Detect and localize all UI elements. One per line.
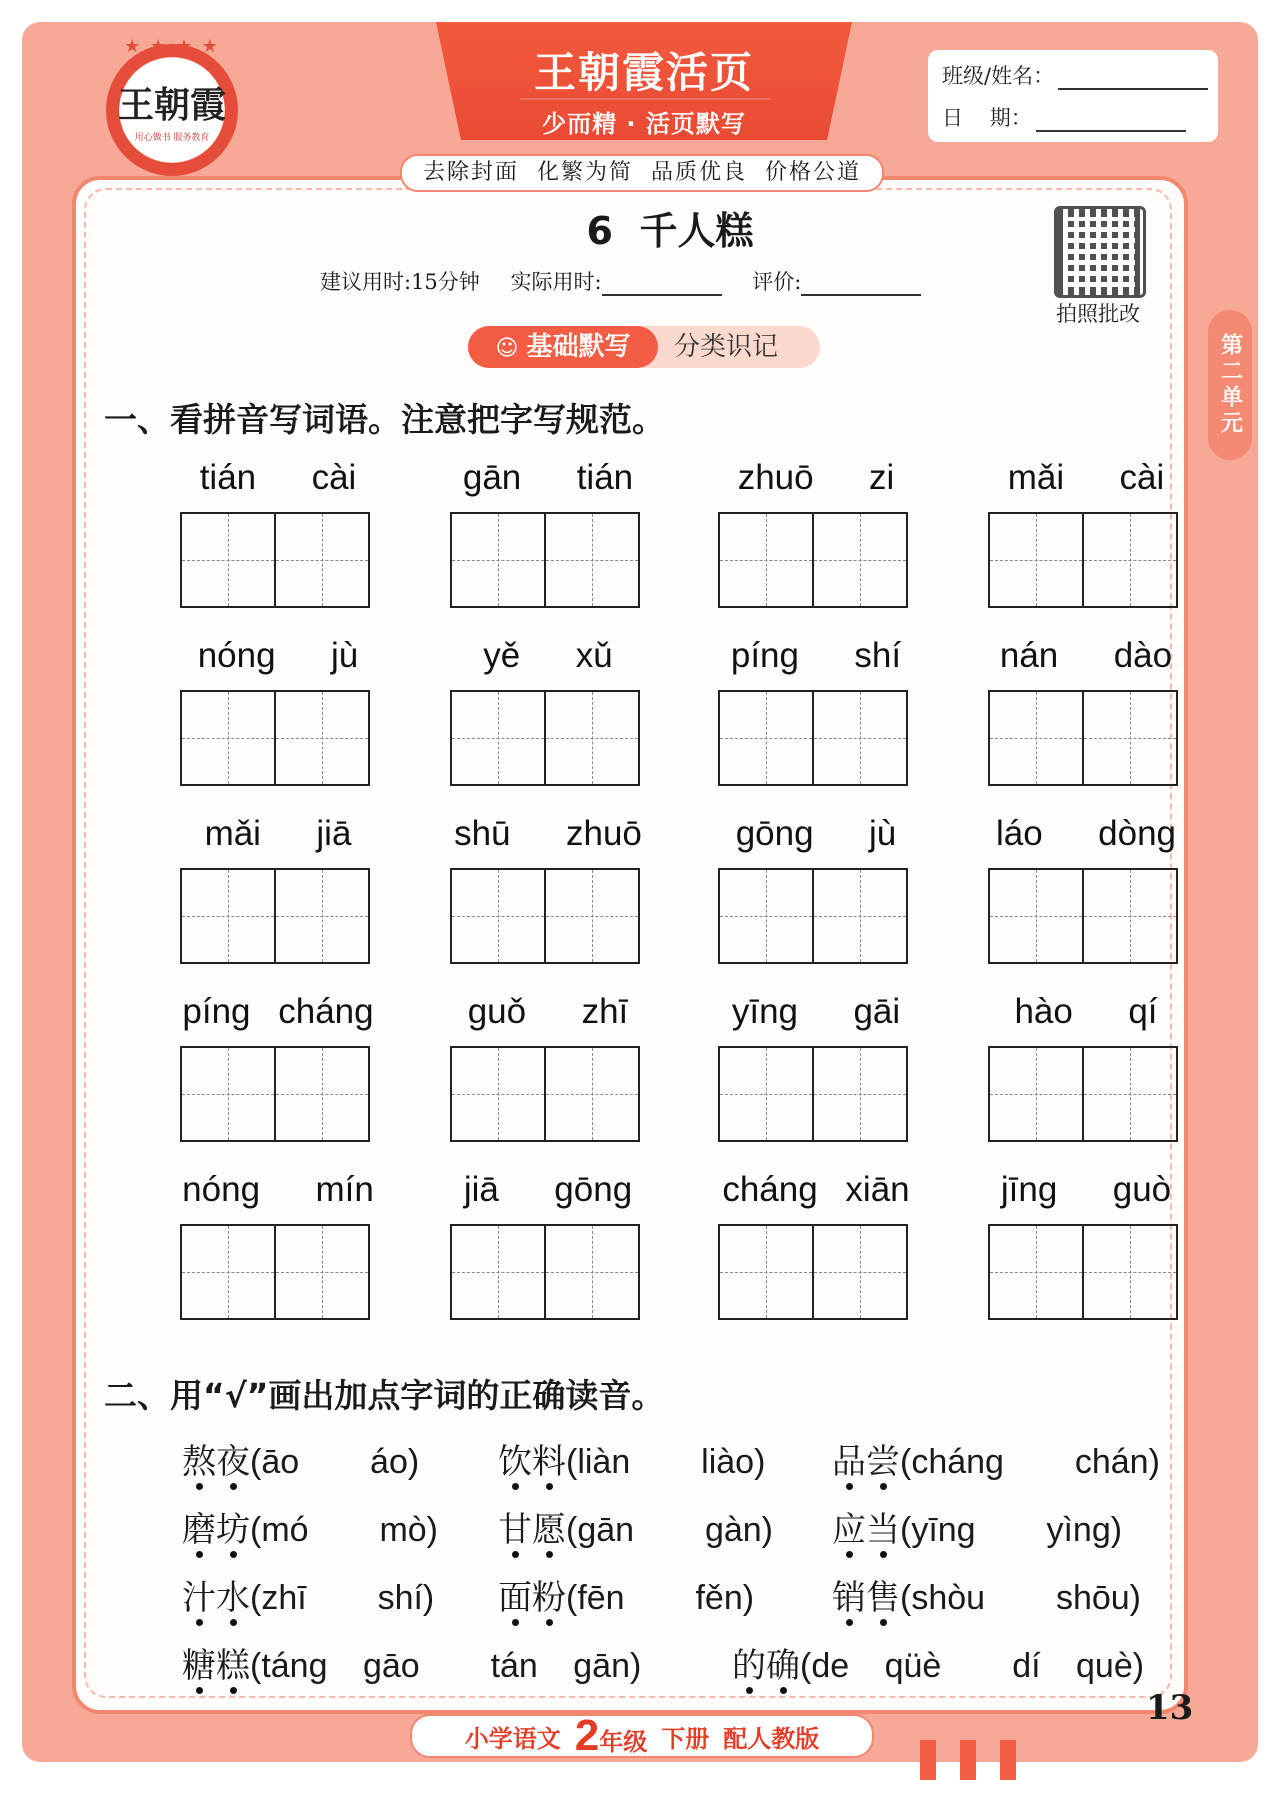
pronunciation-item [498, 1502, 773, 1551]
pinyin-label: shū zhuō [454, 814, 642, 853]
pinyin-label: zhuō zi [737, 458, 895, 497]
reading-options[interactable]: (de qüè dí què) [800, 1647, 1145, 1685]
tianzige-box[interactable] [450, 512, 546, 608]
pinyin-word [718, 636, 914, 786]
dotted-word: 熬夜 [182, 1442, 250, 1482]
dotted-word: 品尝 [832, 1442, 900, 1482]
pronunciation-item [832, 1570, 1141, 1619]
reading-options[interactable]: (fēn fěn) [566, 1579, 755, 1617]
logo-stars-icon: ★ ★ ★ ★ [124, 36, 220, 57]
writing-boxes [450, 1046, 646, 1142]
pinyin-word [180, 814, 376, 964]
pinyin-word [718, 814, 914, 964]
footer-pill [410, 1711, 874, 1760]
tianzige-box[interactable] [718, 690, 814, 786]
tianzige-box[interactable] [180, 868, 276, 964]
pronunciation-item [498, 1570, 754, 1619]
dotted-word: 磨坊 [182, 1510, 250, 1550]
pinyin-word [988, 992, 1184, 1142]
writing-boxes [180, 868, 376, 964]
pinyin-word [180, 1170, 376, 1320]
part-two-heading: 二、用“√”画出加点字词的正确读音。 [104, 1376, 665, 1415]
writing-boxes [988, 1224, 1184, 1320]
emphasis-dot [846, 1483, 853, 1490]
pinyin-label: mǎi jiā [204, 814, 352, 853]
reading-options[interactable]: (liàn liào) [566, 1443, 766, 1481]
tianzige-box[interactable] [546, 1224, 640, 1320]
brand-title: 王朝霞活页 [533, 48, 754, 97]
footer-grade-number: 2 [574, 1711, 600, 1760]
dotted-word: 面粉 [498, 1578, 566, 1618]
tianzige-box[interactable] [1084, 1224, 1178, 1320]
tianzige-box[interactable] [814, 868, 908, 964]
tianzige-box[interactable] [276, 868, 370, 964]
tianzige-box[interactable] [988, 868, 1084, 964]
footer-edition: 配人教版 [723, 1724, 820, 1753]
writing-boxes [450, 868, 646, 964]
dotted-word: 的确 [732, 1646, 800, 1686]
pinyin-label: guǒ zhī [467, 992, 629, 1031]
emphasis-dot [230, 1483, 237, 1490]
emphasis-dot [196, 1551, 203, 1558]
pinyin-label: yě xǔ [483, 636, 613, 675]
pronunciation-item [732, 1638, 1144, 1687]
emphasis-dot [880, 1483, 887, 1490]
unit-tab: 第二单元 [1208, 310, 1252, 460]
writing-boxes [180, 690, 376, 786]
tianzige-box[interactable] [450, 1046, 546, 1142]
pronunciation-item [182, 1638, 641, 1687]
section-pill [468, 326, 820, 368]
emphasis-dot [196, 1619, 203, 1626]
part-one-heading: 一、看拼音写词语。注意把字写规范。 [104, 400, 665, 439]
pinyin-word [450, 458, 646, 608]
footer-volume: 下册 [661, 1724, 710, 1753]
dotted-word: 饮料 [498, 1442, 566, 1482]
pinyin-word [180, 992, 376, 1142]
tianzige-box[interactable] [988, 1224, 1084, 1320]
pronunciation-item [832, 1434, 1160, 1483]
pronunciation-item [498, 1434, 765, 1483]
pinyin-label: nóng jù [197, 636, 359, 675]
pinyin-word [450, 636, 646, 786]
pinyin-label: jīng guò [1000, 1170, 1172, 1209]
lesson-title: 6 千人糕 [586, 209, 754, 253]
writing-boxes [180, 512, 376, 608]
pronunciation-item [832, 1502, 1122, 1551]
class-name-field[interactable] [1058, 68, 1208, 90]
pinyin-word [988, 636, 1184, 786]
dotted-word: 应当 [832, 1510, 900, 1550]
actual-time-field[interactable] [602, 274, 722, 296]
tianzige-box[interactable] [546, 690, 640, 786]
emphasis-dot [512, 1619, 519, 1626]
emphasis-dot [780, 1687, 787, 1694]
tianzige-box[interactable] [718, 1224, 814, 1320]
tianzige-box[interactable] [814, 512, 908, 608]
pinyin-label: gān tián [462, 458, 634, 497]
evaluation-field[interactable] [801, 274, 921, 296]
emphasis-dot [512, 1551, 519, 1558]
dotted-word: 甘愿 [498, 1510, 566, 1550]
pinyin-label: yīng gāi [731, 992, 901, 1031]
tianzige-box[interactable] [814, 1224, 908, 1320]
tianzige-box[interactable] [276, 1224, 370, 1320]
writing-boxes [988, 512, 1184, 608]
writing-boxes [988, 690, 1184, 786]
pinyin-label: hào qí [1014, 992, 1158, 1031]
tianzige-box[interactable] [1084, 512, 1178, 608]
section-pill-category: 分类识记 [674, 332, 779, 362]
motto-banner: 去除封面 化繁为简 品质优良 价格公道 [400, 154, 884, 192]
logo-slogan: 用心做书 服务教育 [134, 133, 210, 143]
writing-boxes [450, 1224, 646, 1320]
tianzige-box[interactable] [988, 1046, 1084, 1142]
tianzige-box[interactable] [1084, 868, 1178, 964]
page-number: 13 [1146, 1688, 1194, 1728]
tianzige-box[interactable] [450, 1224, 546, 1320]
reading-options[interactable]: (gān gàn) [566, 1511, 773, 1549]
pinyin-label: tián cài [199, 458, 357, 497]
tianzige-box[interactable] [450, 868, 546, 964]
pinyin-word [988, 814, 1184, 964]
pinyin-label: nóng mín [182, 1170, 374, 1209]
date-row [942, 102, 1186, 132]
pinyin-label: píng cháng [182, 992, 374, 1031]
tianzige-box[interactable] [180, 1046, 276, 1142]
section-pill-basic-label: 基础默写 [526, 332, 631, 362]
writing-boxes [180, 1046, 376, 1142]
evaluation-label: 评价: [752, 270, 802, 294]
writing-boxes [180, 1224, 376, 1320]
pinyin-label: gōng jù [735, 814, 897, 853]
tianzige-box[interactable] [180, 690, 276, 786]
brand-divider [520, 98, 770, 100]
tianzige-box[interactable] [276, 690, 370, 786]
tianzige-box[interactable] [1084, 1046, 1178, 1142]
pinyin-label: cháng xiān [722, 1170, 910, 1209]
pinyin-word [180, 636, 376, 786]
pinyin-label: píng shí [730, 636, 902, 675]
reading-options[interactable]: (āo áo) [250, 1443, 420, 1481]
pinyin-label: láo dòng [995, 814, 1177, 853]
pronunciation-item [182, 1502, 438, 1551]
emphasis-dot [546, 1483, 553, 1490]
reading-options[interactable]: (yīng yìng) [900, 1511, 1123, 1549]
pinyin-label: nán dào [999, 636, 1173, 675]
emphasis-dot [880, 1551, 887, 1558]
writing-boxes [988, 868, 1184, 964]
writing-boxes [988, 1046, 1184, 1142]
suggested-time: 建议用时:15分钟 [320, 270, 480, 294]
tianzige-box[interactable] [450, 690, 546, 786]
pinyin-word [450, 1170, 646, 1320]
class-name-label: 班级/姓名： [942, 64, 1055, 88]
tianzige-box[interactable] [276, 512, 370, 608]
class-name-row [942, 60, 1208, 90]
emphasis-dot [230, 1687, 237, 1694]
pinyin-word [988, 1170, 1184, 1320]
pinyin-word [450, 814, 646, 964]
tianzige-box[interactable] [718, 1046, 814, 1142]
emphasis-dot [880, 1619, 887, 1626]
tianzige-box[interactable] [988, 690, 1084, 786]
pinyin-word [988, 458, 1184, 608]
pinyin-word [718, 992, 914, 1142]
writing-boxes [718, 690, 914, 786]
tianzige-box[interactable] [180, 512, 276, 608]
writing-boxes [718, 1224, 914, 1320]
footer-subject: 小学语文 [464, 1724, 561, 1753]
pinyin-word [718, 1170, 914, 1320]
writing-boxes [718, 868, 914, 964]
qr-code-icon[interactable] [1054, 206, 1146, 298]
emphasis-dot [196, 1483, 203, 1490]
pinyin-label: mǎi cài [1007, 458, 1165, 497]
pronunciation-item [182, 1434, 419, 1483]
tianzige-box[interactable] [814, 690, 908, 786]
student-info-box [928, 50, 1218, 142]
actual-time-label: 实际用时: [510, 270, 602, 294]
emphasis-dot [230, 1619, 237, 1626]
reading-options[interactable]: (mó mò) [250, 1511, 438, 1549]
emphasis-dot [546, 1619, 553, 1626]
brand-subtitle: 少而精 · 活页默写 [542, 110, 746, 138]
date-label: 日 期： [942, 106, 1032, 130]
pinyin-word [450, 992, 646, 1142]
writing-boxes [718, 512, 914, 608]
emphasis-dot [546, 1551, 553, 1558]
pinyin-label: jiā gōng [463, 1170, 633, 1209]
emphasis-dot [846, 1619, 853, 1626]
logo-text: 王朝霞 [117, 84, 226, 126]
emphasis-dot [846, 1551, 853, 1558]
writing-boxes [718, 1046, 914, 1142]
emphasis-dot [230, 1551, 237, 1558]
pinyin-word [718, 458, 914, 608]
reading-options[interactable]: (shòu shōu) [900, 1579, 1141, 1617]
writing-boxes [450, 690, 646, 786]
binding-tabs [920, 1740, 1040, 1784]
tianzige-box[interactable] [276, 1046, 370, 1142]
tianzige-box[interactable] [180, 1224, 276, 1320]
emphasis-dot [196, 1687, 203, 1694]
pinyin-word [180, 458, 376, 608]
pronunciation-item [182, 1570, 434, 1619]
footer-grade-label: 年级 [599, 1728, 648, 1756]
qr-label: 拍照批改 [1056, 302, 1140, 326]
reading-options[interactable]: (cháng chán) [900, 1443, 1160, 1481]
reading-options[interactable]: (táng gāo tán gān) [250, 1647, 642, 1685]
tianzige-box[interactable] [718, 512, 814, 608]
tianzige-box[interactable] [546, 1046, 640, 1142]
tianzige-box[interactable] [988, 512, 1084, 608]
medal-icon: ☺ [495, 336, 519, 361]
reading-options[interactable]: (zhī shí) [250, 1579, 435, 1617]
tianzige-box[interactable] [1084, 690, 1178, 786]
dotted-word: 糖糕 [182, 1646, 250, 1686]
section-pill-basic [468, 326, 658, 368]
tianzige-box[interactable] [546, 512, 640, 608]
time-line [320, 266, 945, 296]
emphasis-dot [746, 1687, 753, 1694]
dotted-word: 销售 [832, 1578, 900, 1618]
writing-boxes [450, 512, 646, 608]
date-field[interactable] [1036, 110, 1186, 132]
dotted-word: 汁水 [182, 1578, 250, 1618]
emphasis-dot [512, 1483, 519, 1490]
tianzige-box[interactable] [814, 1046, 908, 1142]
tianzige-box[interactable] [546, 868, 640, 964]
brand-logo [106, 36, 238, 176]
tianzige-box[interactable] [718, 868, 814, 964]
